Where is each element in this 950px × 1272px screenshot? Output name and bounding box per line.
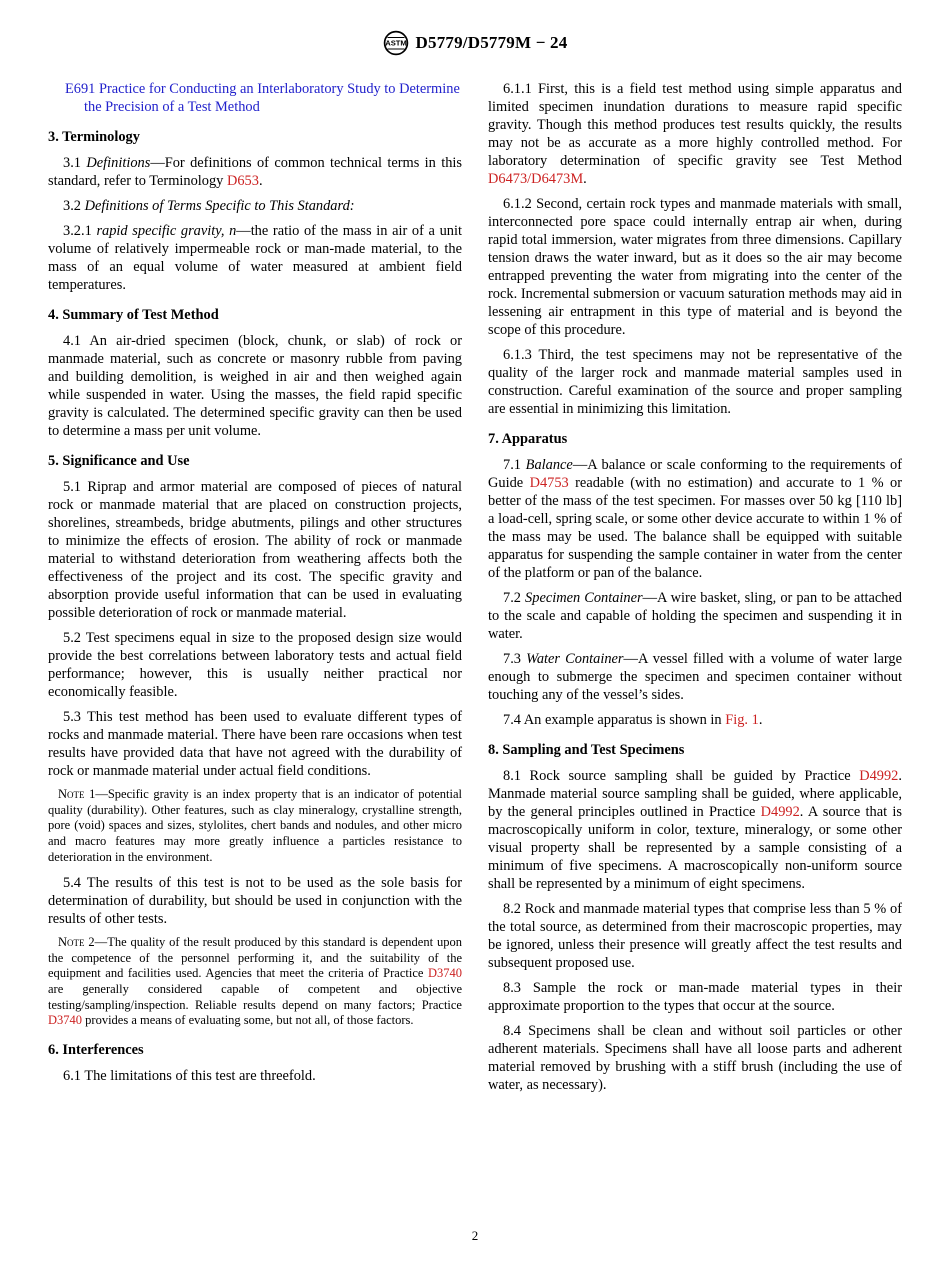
doc-link[interactable]: E691 Practice for Conducting an Interlaboratory Study to Determine the Precision of a Test Method xyxy=(65,81,460,115)
body-paragraph xyxy=(488,900,902,972)
text-run: —A vessel filled with a volume of water large enough to submerge the specimen and specimen container without touching any of the vessel’s sides. xyxy=(488,651,902,703)
text-run: provides a means of evaluating some, but not all, of those factors. xyxy=(82,1013,414,1028)
text-run: . xyxy=(258,173,263,189)
text-run: 4. Summary of Test Method xyxy=(48,307,219,323)
text-run: 7.3 xyxy=(503,651,527,667)
text-run: 7.1 xyxy=(503,457,526,473)
body-paragraph xyxy=(48,1067,462,1085)
text-run: 6.1.2 Second, certain rock types and manmade materials with small, interconnected pore space could internally entrap air when, during rapid total immersion, water migrates from three dimensions. Capillary tension draws the water inward, but as it does so the air may become entrapped preventing the water from migrating into the center of the rock. Incremental submersion or vacuum saturation methods may aid in lessening air entrapment in this type of material and is beyond the scope of this procedure. xyxy=(488,196,902,338)
text-run: 7.2 xyxy=(503,590,526,606)
section-heading xyxy=(48,452,462,470)
text-run: 6.1.3 Third, the test specimens may not be representative of the quality of the larger rock and manmade material samples used in construction. Careful examination of the source and proper sampling are essential in minimizing this limitation. xyxy=(488,347,902,417)
doc-link[interactable]: D4992 xyxy=(859,768,899,784)
body-paragraph xyxy=(48,708,462,780)
section-heading xyxy=(48,1041,462,1059)
text-run: 6. Interferences xyxy=(48,1041,144,1058)
section-heading xyxy=(48,128,462,146)
text-run: 5.4 The results of this test is not to be used as the sole basis for determination of durability, but should be used in conjunction with the results of other tests. xyxy=(48,875,462,928)
text-run: . A source that is macroscopically uniform in color, texture, mineralogy, or some other visual property shall be represented by a sample consisting of a minimum of five specimens. A macroscopically non-uniform source shall be represented by a minimum of eight specimens. xyxy=(488,804,902,892)
text-run: 4.1 An air-dried specimen (block, chunk, or slab) of rock or manmade material, such as concrete or masonry rubble from paving and building demolition, is weighed in air and then weighed again while suspended in water. Using the masses, the field rapid specific gravity is calculated. The determined specific gravity can then be used to determine a mass per unit volume. xyxy=(48,333,462,439)
body-paragraph xyxy=(48,874,462,928)
text-run: 8.2 Rock and manmade material types that comprise less than 5 % of the total source, as determined from their macroscopic properties, may be ignored, unless their presence will greatly affect the test results and subsequent proposed use. xyxy=(488,901,902,971)
note-paragraph xyxy=(48,935,462,1029)
text-run: Balance xyxy=(525,457,573,473)
document-body xyxy=(48,80,902,1198)
text-run: Note 2— xyxy=(58,935,108,950)
text-run: —A balance or scale conforming to the requirements of Guide xyxy=(488,457,902,491)
doc-link[interactable]: D6473/D6473M xyxy=(488,171,584,187)
body-paragraph xyxy=(488,346,902,418)
body-paragraph xyxy=(488,195,902,339)
right-column xyxy=(488,80,902,1198)
text-run: 3.2.1 xyxy=(63,223,97,239)
text-run: are generally considered capable of competent and objective testing/sampling/inspection. Reliable results depend on many factors; Practice xyxy=(48,982,462,1012)
body-paragraph xyxy=(48,197,462,215)
text-run: 5.1 Riprap and armor material are composed of pieces of natural rock or manmade material that are placed on construction projects, shorelines, streambeds, bridge abutments, pilings and other structures to minimize the effects of erosion. The ability of rock or manmade material to withstand deterioration from weathering affects both the effectiveness of the project and its cost. The specific gravity and absorption provide useful information that can be used in evaluating possible deterioration of rock or manmade material. xyxy=(48,479,462,621)
text-run: 8.1 Rock source sampling shall be guided by Practice xyxy=(503,768,860,784)
doc-link[interactable]: D4753 xyxy=(529,475,569,491)
body-paragraph xyxy=(48,332,462,440)
text-run: . Manmade material source sampling shall be guided, where applicable, by the general principles outlined in Practice xyxy=(488,768,902,820)
text-run: 7. Apparatus xyxy=(488,431,568,447)
section-heading xyxy=(488,741,902,759)
text-run: 3.2 xyxy=(63,198,85,214)
text-run: 6.1 The limitations of this test are threefold. xyxy=(63,1067,316,1084)
text-run: 7.4 An example apparatus is shown in xyxy=(503,712,726,728)
page-footer xyxy=(0,1228,950,1244)
doc-link[interactable]: D3740 xyxy=(427,966,462,981)
section-heading xyxy=(48,306,462,324)
document-title: D5779/D5779M − 24 xyxy=(415,33,568,52)
text-run: Note 1— xyxy=(58,787,108,801)
text-run: . xyxy=(758,712,763,728)
doc-link[interactable]: D3740 xyxy=(48,1013,83,1028)
text-run: . xyxy=(583,171,587,187)
page-number: 2 xyxy=(471,1228,479,1243)
text-run: Specimen Container xyxy=(525,590,643,606)
astm-logo-icon xyxy=(383,30,409,56)
text-run: 8. Sampling and Test Specimens xyxy=(488,742,685,758)
text-run: readable (with no estimation) and accurate to 1 % or better of the mass of the test specimen. For masses over 50 kg [110 lb] a load-cell, spring scale, or some other device accurate to within 1 % of the mass may be used. The balance shall be equipped with suitable apparatus for suspending the sample container in water from the center of the platform or pan of the balance. xyxy=(488,475,902,581)
left-column xyxy=(48,80,462,1198)
text-run: 3.1 xyxy=(63,155,87,171)
body-paragraph xyxy=(488,979,902,1015)
reference-link-item xyxy=(48,80,462,116)
text-run: 8.4 Specimens shall be clean and without soil particles or other adherent materials. Specimens shall have all loose parts and adherent material removed by brushing with a stiff brush (including the use of water, as necessary). xyxy=(488,1023,902,1093)
note-paragraph xyxy=(48,787,462,865)
text-run: —For definitions of common technical terms in this standard, refer to Terminology xyxy=(48,155,463,189)
body-paragraph xyxy=(48,478,462,622)
text-run: Definitions xyxy=(86,155,151,171)
body-paragraph xyxy=(48,154,462,190)
text-run: 3. Terminology xyxy=(48,129,140,145)
text-run: 8.3 Sample the rock or man-made material types in their approximate proportion to the types that occur at the source. xyxy=(488,980,902,1014)
text-run: rapid specific gravity, n xyxy=(96,223,237,239)
doc-link[interactable]: D4992 xyxy=(760,804,800,820)
body-paragraph xyxy=(48,222,462,294)
text-run: Definitions of Terms Specific to This Standard: xyxy=(84,198,355,214)
body-paragraph xyxy=(488,767,902,893)
text-run: Specific gravity is an index property that is an indicator of potential quality (durability). Other features, such as clay mineralogy, crystalline strength, pore (void) spaces and sizes, stylolites, chert bands and nodules, and other micro and macro features may more greatly influence a particles resistance to deterioration in the environment. xyxy=(48,787,462,864)
astm-logo-text: ASTM xyxy=(384,38,407,48)
text-run: 6.1.1 First, this is a field test method using simple apparatus and limited specimen inundation durations to measure rapid specific gravity. Though this method produces test results quickly, the results may not be as accurate as a more highly controlled method. For laboratory determination of specific gravity see Test Method xyxy=(488,81,902,169)
text-run: —the ratio of the mass in air of a unit volume of relatively impermeable rock or man-made material, to the mass of an equal volume of water measured at ambient field temperatures. xyxy=(48,223,462,293)
body-paragraph xyxy=(488,1022,902,1094)
doc-link[interactable]: D653 xyxy=(226,173,259,189)
section-heading xyxy=(488,430,902,448)
body-paragraph xyxy=(488,650,902,704)
text-run: 5.3 This test method has been used to evaluate different types of rocks and manmade material. There have been rare occasions when test results have provided data that have not agreed with the durability of rock or manmade material under actual field conditions. xyxy=(48,709,462,779)
doc-link[interactable]: Fig. 1 xyxy=(725,712,759,728)
text-run: 5. Significance and Use xyxy=(48,453,190,469)
body-paragraph xyxy=(488,589,902,643)
body-paragraph xyxy=(48,629,462,701)
text-run: —A wire basket, sling, or pan to be attached to the scale and capable of holding the specimen and suspending it in water. xyxy=(488,590,902,642)
body-paragraph xyxy=(488,711,902,729)
body-paragraph xyxy=(488,456,902,582)
text-run: The quality of the result produced by this standard is dependent upon the competence of the personnel performing it, and the suitability of the equipment and facilities used. Agencies that meet the criteria of Practice xyxy=(48,935,462,981)
text-run: 5.2 Test specimens equal in size to the proposed design size would provide the best correlations between laboratory tests and actual field performance; however, this is usually neither practical nor economically feasible. xyxy=(48,630,462,700)
body-paragraph xyxy=(488,80,902,188)
text-run: Water Container xyxy=(526,651,624,667)
page-header xyxy=(48,30,902,56)
